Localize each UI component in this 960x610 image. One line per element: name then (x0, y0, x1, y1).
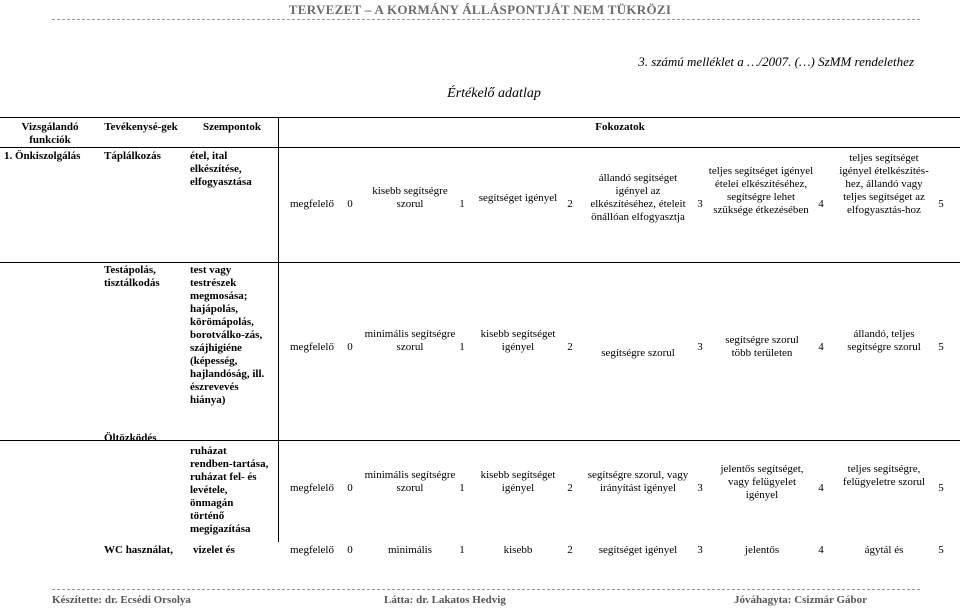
activity-cell: WC használat, (104, 544, 174, 556)
criterion-cell: étel, ital elkészítése, elfogyasztása (190, 150, 252, 188)
header-criteria: Szempontok (202, 121, 262, 133)
grade-0-text: megfelelő (290, 544, 334, 556)
grade-5-number: 5 (938, 341, 944, 353)
grade-2-number: 2 (567, 482, 573, 494)
grade-1-text: minimális segítségre szorul (364, 469, 456, 494)
grade-4-number: 4 (818, 341, 824, 353)
grade-1-number: 1 (459, 341, 465, 353)
grade-0-number: 0 (347, 341, 353, 353)
grade-1-text: minimális (388, 544, 432, 556)
grade-1-number: 1 (459, 482, 465, 494)
grade-4-text: teljes segítséget igényel ételei elkészítéséhez, segítségre lehet szüksége étkezésében (708, 165, 814, 216)
grade-5-text: teljes segítséget igényel ételkészítés-hez, állandó vagy teljes segítséget az elfogyasztás-hoz (839, 152, 929, 216)
grade-0-number: 0 (347, 198, 353, 210)
grade-3-text: segítségre szorul (601, 347, 675, 359)
grade-5-number: 5 (938, 198, 944, 210)
draft-banner: TERVEZET – A KORMÁNY ÁLLÁSPONTJÁT NEM TÜKRÖZI (288, 2, 672, 17)
activity-cell: Testápolás, tisztálkodás (104, 264, 160, 289)
criterion-cell: vizelet és (193, 544, 235, 556)
grade-3-text: állandó segítséget igényel az elkészítéséhez, ételeit önállóan elfogyasztja (590, 172, 686, 223)
grade-2-text: segítséget igényel (478, 192, 558, 204)
footer-prepared-by: Készítette: dr. Ecsédi Orsolya (52, 594, 191, 606)
header-activities: Tevékenysé-gek (104, 121, 178, 133)
grade-5-number: 5 (938, 544, 944, 556)
grade-0-text: megfelelő (290, 198, 334, 210)
annex-reference: 3. számú melléklet a …/2007. (…) SzMM rendelethez (638, 54, 914, 69)
grade-2-text: kisebb segítséget igényel (480, 469, 556, 494)
grade-3-number: 3 (697, 482, 703, 494)
grade-4-text: jelentős (744, 544, 780, 556)
grade-2-number: 2 (567, 544, 573, 556)
header-functions: Vizsgálandó funkciók (21, 121, 79, 146)
grade-0-text: megfelelő (290, 482, 334, 494)
table-column-rule (278, 117, 279, 542)
grade-0-number: 0 (347, 482, 353, 494)
document-title: Értékelő adatlap (447, 86, 541, 101)
grade-1-number: 1 (459, 544, 465, 556)
grade-0-text: megfelelő (290, 341, 334, 353)
activity-cell: Öltözködés (104, 432, 157, 444)
table-header-rule (0, 147, 960, 148)
grade-3-number: 3 (697, 544, 703, 556)
grade-0-number: 0 (347, 544, 353, 556)
grade-4-number: 4 (818, 482, 824, 494)
header-levels: Fokozatok (595, 121, 645, 133)
criterion-cell: ruházat rendben-tartása, ruházat fel- és levétele, önmagán történő megigazítása (190, 445, 269, 535)
table-row-rule (0, 262, 960, 263)
grade-1-text: kisebb segítségre szorul (372, 185, 448, 210)
activity-cell: Táplálkozás (104, 150, 161, 162)
grade-2-number: 2 (567, 198, 573, 210)
grade-1-text: minimális segítségre szorul (364, 328, 456, 353)
header-dashed-rule (52, 19, 920, 20)
criterion-cell: test vagy testrészek megmosása; hajápolás, körömápolás, borotválko-zás, szájhigiéne (képesség, hajlandóság, ill. észrevevés hiánya) (190, 264, 265, 406)
grade-4-number: 4 (818, 544, 824, 556)
grade-3-text: segítségre szorul, vagy irányítást igényel (587, 469, 689, 494)
footer-seen-by: Látta: dr. Lakatos Hedvig (384, 594, 506, 606)
grade-1-number: 1 (459, 198, 465, 210)
grade-5-number: 5 (938, 482, 944, 494)
footer-approved-by: Jóváhagyta: Csizmár Gábor (734, 594, 868, 606)
grade-5-text: ágytál és (864, 544, 904, 556)
grade-5-text: állandó, teljes segítségre szorul (847, 328, 921, 353)
grade-2-text: kisebb (503, 544, 533, 556)
grade-4-number: 4 (818, 198, 824, 210)
grade-4-text: segítségre szorul több területen (725, 334, 799, 359)
function-name: 1. Önkiszolgálás (4, 150, 81, 162)
grade-4-text: jelentős segítséget, vagy felügyelet igényel (720, 463, 804, 501)
grade-2-number: 2 (567, 341, 573, 353)
grade-3-number: 3 (697, 198, 703, 210)
table-top-border (0, 117, 960, 118)
footer-dashed-rule (52, 589, 920, 590)
grade-2-text: kisebb segítséget igényel (480, 328, 556, 353)
grade-5-text: teljes segítségre, felügyeletre szorul (842, 463, 926, 488)
grade-3-number: 3 (697, 341, 703, 353)
grade-3-text: segítséget igényel (598, 544, 678, 556)
